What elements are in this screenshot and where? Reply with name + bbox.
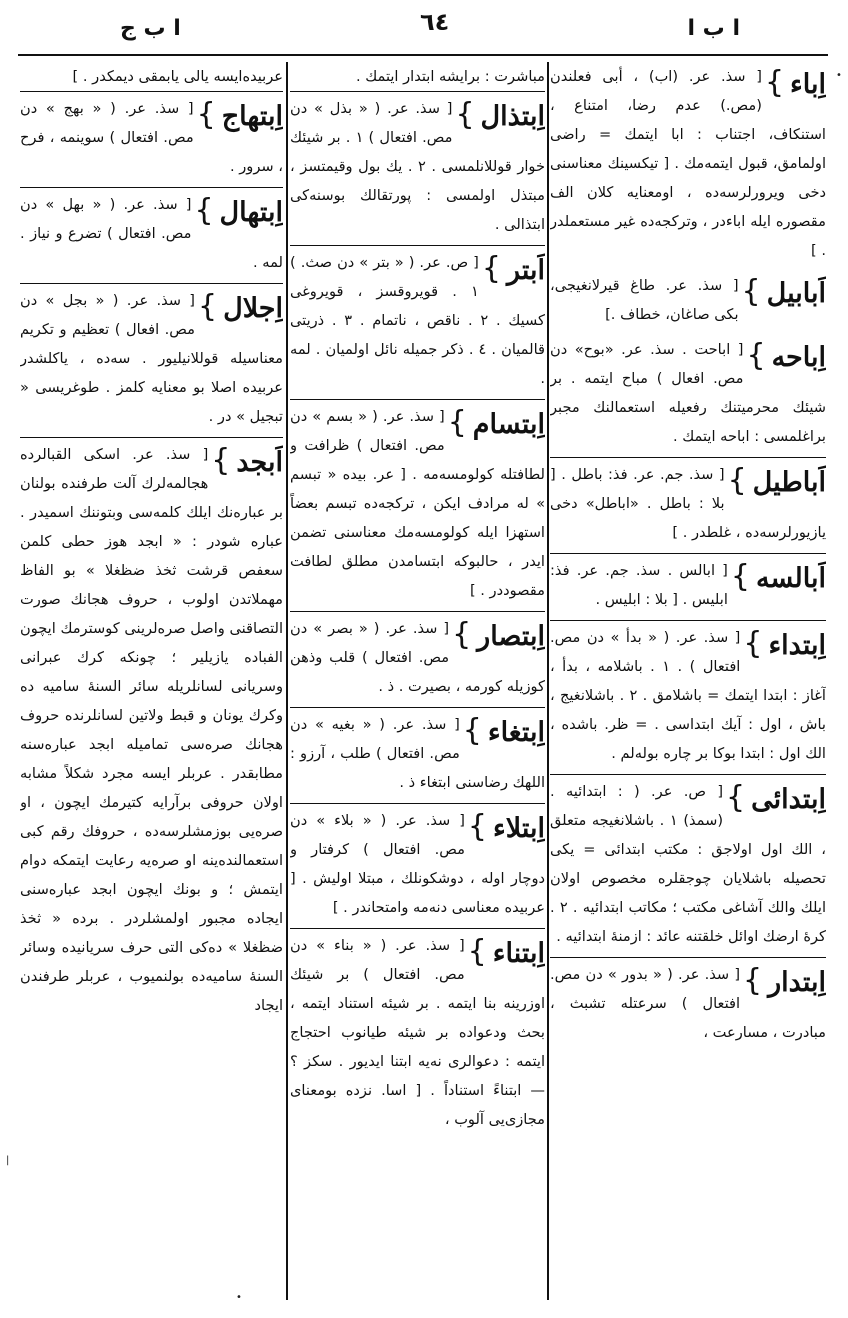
entry-definition: [ اباحت . سذ. عر. «بوح» دن مص. افعال ) مباح ايتمه . بر شيئك محرميتنك رفعيله استعمالنك مجبر براغلمسى : اباحه ايتمك . xyxy=(550,341,826,445)
brace-glyph: } xyxy=(452,617,472,652)
entry-headword: اَبجد xyxy=(236,447,283,478)
entry-headword: اِبتلاء xyxy=(493,813,545,844)
dictionary-entry xyxy=(290,245,545,393)
brace-glyph: } xyxy=(743,626,763,661)
brace-glyph: } xyxy=(197,289,218,324)
dictionary-entry xyxy=(550,62,826,265)
dictionary-entry xyxy=(550,774,826,951)
entry-headword: اِجلال xyxy=(223,293,283,324)
entry-definition: [ ابالس . سذ. جم. عر. فذ: ابليس . [ بلا : ابليس . xyxy=(550,562,728,608)
entry-headword: اِبتدار xyxy=(768,967,826,998)
entry-headword: اَبتر xyxy=(506,255,545,286)
dictionary-entry xyxy=(20,437,283,1020)
entry-definition: [ سذ. عر. ( « بجل » دن مص. افعال ) تعظيم و تكريم معناسيله قوللانيليور . سه‌ده ، ياكلشدر عربيده اصلا بو معنايه كلمز . طوغريسى « تبجيل » در . xyxy=(20,292,283,425)
entry-definition: [ سذ. عر. ( « بدأ » دن مص. افتعال ) . ١ . باشلامه ، بدأ ، آغاز : ابتدا ايتمك = باشلامق . ٢ . باشلانغيج ، باش ، اول : آيك ابتداسى . = ظر. باشده ، الك اول : ابتدا بوكا بر چاره بوله‌لم . xyxy=(550,629,826,762)
entry-definition: [ سذ. عر. ( « بغيه » دن مص. افتعال ) طلب ، آرزو : اللهك رضاسنى ابتغاء ذ . xyxy=(290,716,545,791)
entry-headword: اَباطيل xyxy=(752,467,826,498)
entry-headword: اِبتدائى xyxy=(751,784,826,815)
page-number: ٦٤ xyxy=(420,8,450,36)
dictionary-entry xyxy=(550,271,826,329)
entry-definition: [ سذ. عر. ( « بناء » دن مص. افتعال ) بر شيئك اوزرينه بنا ايتمه . بر شيئه استناد ايتمه ، بحث ودعواده بر شيئه طيانوب احتجاج ايتمه : دعوالرى نه‌يه ابتنا ايديور . سكز ؟ — ابتناءً استناداً . [ اسا. نزده بومعناى مجازى‌يى آلوب ، xyxy=(290,937,545,1128)
brace-glyph: } xyxy=(455,97,475,132)
footer-dot: • xyxy=(236,1292,242,1303)
brace-glyph: } xyxy=(467,934,487,969)
brace-glyph: } xyxy=(764,65,785,100)
entry-definition: [ سذ. عر. ( « بدور » دن مص. افتعال ) سرعتله تشبث ، مبادرت ، مسارعت ، xyxy=(550,966,826,1041)
column-divider-left xyxy=(286,62,288,1300)
middle-continuation: مباشرت : برايشه ابتدار ايتمك . xyxy=(355,68,545,85)
entry-definition: [ سذ. عر. اسكى القبالرده هجالمه‌لرك آلت طرفنده بولنان بر عباره‌نك ايلك كلمه‌سى وبتوننك اسميدر . عباره شودر : « ابجد هوز حطى كلمن سعفص قرشت ثخذ ضظغلا » بو الفاظ مهملاتدن اولوب ، حروف هجانك صورت التصاقنى واصل صره‌لرينى كوسترمك ايچون الفباده يازيلير ؛ چونكه كرك عبرانى وسريانى لسانلريله سائر السنهٔ ساميه ده وكرك يونان و قبط ولاتين لسانلرنده حروف هجانك صرەسى تماميله ابجد عبارەسنه مطابقدر . عربلر ايسه مجرد شكلاً مشابه اولان حروفى برآرايه كتيرمك ايچون ، او صره‌يى بوزمشلرسه‌ده ، حروفك رقم كبى استعمالنده‌ينه او صره‌يه رعايت ايتمكه دوام ايتمش ؛ و بونك ايچون ابجد عباره‌سنى ايجاده مجبور اولمشلردر . برده « ثخذ ضظغلا » ده‌كى التى حرف سريانيده وسائر السنهٔ ساميه‌ده بولنميوب ، عربلر طرفندن ايجاد xyxy=(20,446,283,1014)
dictionary-entry xyxy=(20,91,283,181)
entry-definition: [ سذ. عر. ( « بصر » دن مص. افتعال ) قلب وذهن كوزيله كورمه ، بصيرت . ذ . xyxy=(290,620,545,695)
entry-headword: اِباحه xyxy=(771,342,826,373)
brace-glyph: } xyxy=(194,193,214,228)
left-continuation: عربيده‌ايسه يالى يابمقى ديمكدر . ] xyxy=(72,68,283,85)
entry-headword: اِبتداء xyxy=(768,630,826,661)
brace-glyph: } xyxy=(196,97,216,132)
entry-headword: اِبتسام xyxy=(472,409,545,440)
entry-definition: [ سذ. عر. (اب) ، أبى فعلندن (مص.) عدم رضا، امتناع ، استنكاف، اجتناب : ابا ايتمك = راضى اولمامق، قبول ايتمه‌مك . [ تيكسينك معناسنى دخى ويرورلرسه‌ده ، اومعنايه كلان الف مقصوره ايله اباءدر ، وتركجه‌ده غير مستعملدر . ] xyxy=(550,68,826,259)
entry-headword: اِبتصار xyxy=(477,621,545,652)
column-divider-right xyxy=(547,62,549,1300)
dictionary-entry xyxy=(550,335,826,451)
dictionary-entry xyxy=(290,91,545,239)
dictionary-entry xyxy=(290,928,545,1134)
entry-definition: [ سذ. عر. ( « بهل » دن مص. افتعال ) تضرع و نياز . لمه . xyxy=(20,196,283,271)
dictionary-entry xyxy=(290,611,545,701)
brace-glyph: } xyxy=(746,338,766,373)
dictionary-entry xyxy=(290,399,545,605)
dictionary-entry xyxy=(550,620,826,768)
margin-dot: • xyxy=(836,70,842,81)
brace-glyph: } xyxy=(481,251,501,286)
header-rule xyxy=(18,54,828,56)
entry-headword: اِبتناء xyxy=(492,938,545,969)
column-right xyxy=(550,62,826,1300)
entry-headword: اِبتهال xyxy=(219,197,283,228)
entry-headword: اَبابيل xyxy=(766,278,826,309)
entry-headword: اِباء xyxy=(790,69,826,100)
entry-headword: اِبتذال xyxy=(480,101,545,132)
dictionary-entry xyxy=(290,707,545,797)
brace-glyph: } xyxy=(741,274,761,309)
margin-tick: | xyxy=(6,1155,10,1166)
dictionary-entry xyxy=(550,457,826,547)
dictionary-entry xyxy=(20,283,283,431)
dictionary-entry xyxy=(290,803,545,922)
entry-headword: اِبتهاج xyxy=(221,101,283,132)
entry-definition: [ سذ. عر. ( « بسم » دن مص. افتعال ) ظرافت و لطافتله كولومسه‌مه . [ عر. بيده « تبسم » له مرادف ايكن ، تركجه‌ده تبسم بعضاً استهزا ايله كولومسه‌مك معناسنى تضمن ايدر ، حالبوكه ابتسامدن مطلق لطافت مقصوددر . ] xyxy=(290,408,545,599)
header-left-label: ا ب ج xyxy=(120,16,181,41)
entry-headword: اَبالسه xyxy=(755,563,826,594)
brace-glyph: } xyxy=(462,713,482,748)
column-middle xyxy=(290,62,545,1300)
entry-definition: [ ص. عر. ( : ابتدائيه . (سمذ) ١ . باشلانغيجه متعلق ، الك اول اولاجق : مكتب ابتدائى = يكى تحصيله باشلايان چوجقلره مخصوص اولان ايلك والك آشاغى مكتب ؛ مكاتب ابتدائيه . ٢ . كرهٔ ارضك اوائل خلقتنه عائد : ازمنهٔ ابتدائيه . xyxy=(550,783,826,945)
entry-definition: [ ص. عر. ( « بتر » دن صث. ) ١ . قويروقسز ، قويروغى كسيك . ٢ . ناقص ، ناتمام . ٣ . ذريتى قالميان . ٤ . ذكر جميله نائل اولميان . لمه . xyxy=(290,254,545,387)
entry-definition: [ سذ. عر. طاغ قيرلانغيجى، بكى صاغان، خطاف .] xyxy=(550,277,739,323)
brace-glyph: } xyxy=(467,809,488,844)
brace-glyph: } xyxy=(726,780,746,815)
header-right-label: ا ب ا xyxy=(687,16,740,41)
entry-definition: [ سذ. جم. عر. فذ: باطل . [ بلا : باطل . «اباطل» دخى يازيورلرسه‌ده ، غلطدر . ] xyxy=(550,466,826,541)
brace-glyph: } xyxy=(730,559,750,594)
brace-glyph: } xyxy=(727,463,747,498)
entry-definition: [ سذ. عر. ( « بهج » دن مص. افتعال ) سوينمه ، فرح ، سرور . xyxy=(20,100,283,175)
brace-glyph: } xyxy=(447,405,467,440)
dictionary-entry xyxy=(550,957,826,1047)
dictionary-entry xyxy=(20,187,283,277)
column-left xyxy=(20,62,283,1300)
brace-glyph: } xyxy=(743,963,763,998)
page-header xyxy=(20,6,820,54)
dictionary-entry xyxy=(550,553,826,614)
entry-headword: اِبتغاء xyxy=(487,717,545,748)
brace-glyph: } xyxy=(211,443,231,478)
entry-definition: [ سذ. عر. ( « بذل » دن مص. افتعال ) ١ . بر شيئك خوار قوللانلمسى . ٢ . يك بول وقيمتسز ، مبتذل اولمسى : پورتقالك بوسنه‌كى ابتذالى . xyxy=(290,100,545,233)
entry-definition: [ سذ. عر. ( « بلاء » دن مص. افتعال ) كرفتار و دوچار اوله ، دوشكونلك ، مبتلا اوليش . [ عربيده معناسى دنه‌مه وامتحاندر . ] xyxy=(290,812,545,916)
